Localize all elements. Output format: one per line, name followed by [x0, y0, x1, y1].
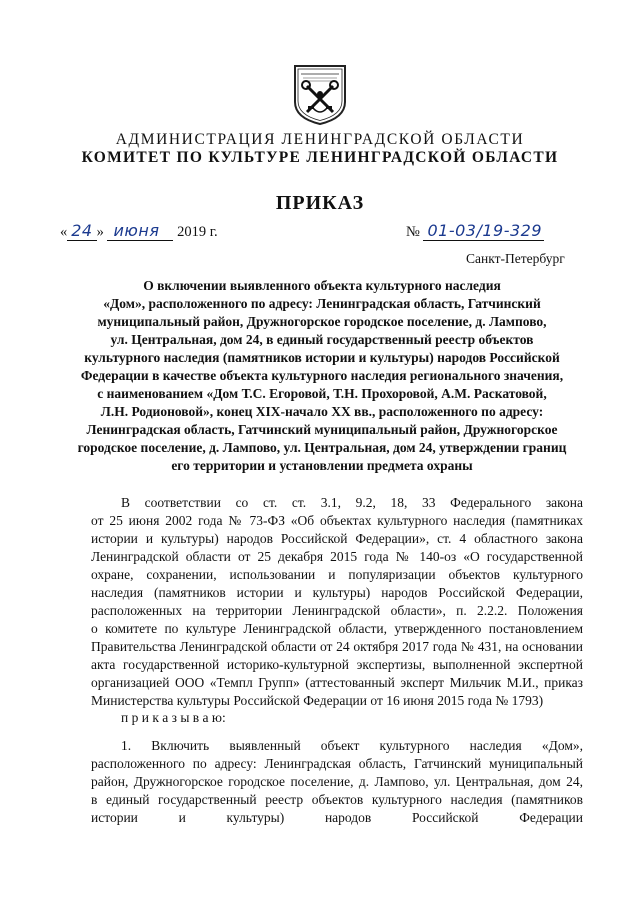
item-1-paragraph — [91, 737, 583, 827]
order-word: п р и к а з ы в а ю: — [121, 710, 226, 725]
preamble-line: от 25 июня 2002 года № 73-ФЗ «Об объектах культурного наследия (памятниках — [91, 513, 583, 528]
preamble-line: охране, сохранении, использовании и популяризации объектов культурного — [91, 567, 583, 582]
date-close-quote: » — [96, 224, 104, 240]
preamble-line: Ленинградской области от 25 декабря 2015 года № 140-оз «О государственной — [91, 549, 583, 564]
item-line: истории и культуры) народов Российской Федерации — [91, 810, 583, 825]
organization-name: АДМИНИСТРАЦИЯ ЛЕНИНГРАДСКОЙ ОБЛАСТИ — [115, 131, 525, 148]
preamble-line: организацией ООО «Темпл Групп» (аттестованный эксперт Мильчик М.И., приказ — [91, 675, 583, 690]
item-line: 1. Включить выявленный объект культурного наследия «Дом», — [121, 738, 583, 753]
coat-of-arms-icon — [293, 62, 347, 126]
preamble-line: В соответствии со ст. ст. 3.1, 9.2, 18, 33 Федерального закона — [121, 495, 583, 510]
preamble-line: акта государственной историко-культурной экспертизы, выполненной экспертной — [91, 657, 583, 672]
document-title: ПРИКАЗ — [275, 192, 365, 214]
subject-line: Л.Н. Родионовой», конец XIX-начало XX вв., расположенного по адресу: — [100, 404, 544, 419]
order-date — [60, 222, 218, 250]
subject-line: с наименованием «Дом Т.С. Егоровой, Т.Н. Прохоровой, А.М. Раскатовой, — [97, 386, 547, 401]
date-open-quote: « — [60, 224, 68, 240]
subject-line: Ленинградская область, Гатчинский муниципальный район, Дружногорское — [86, 422, 558, 437]
subject-line: ул. Центральная, дом 24, в единый государственный реестр объектов — [110, 332, 534, 347]
subject-line: «Дом», расположенного по адресу: Ленинградская область, Гатчинский — [103, 296, 541, 311]
date-year: 2019 г. — [177, 224, 218, 240]
preamble-line: наследия (памятников истории и культуры) народов Российской Федерации, — [91, 585, 583, 600]
preamble-paragraph — [91, 494, 583, 710]
preamble-line: истории и культуры) народов Российской Федерации», ст. 4 областного закона — [91, 531, 583, 546]
preamble-line: Министерства культуры Российской Федерации от 16 июня 2015 года № 1793) — [91, 693, 544, 708]
subject-line: культурного наследия (памятников истории и культуры) народов Российской — [84, 350, 560, 365]
city: Санкт-Петербург — [466, 251, 565, 266]
number-value: 01-03/19-329 — [423, 222, 544, 241]
subject-line: О включении выявленного объекта культурного наследия — [143, 278, 501, 293]
subject-line: городское поселение, д. Лампово, ул. Центральная, дом 24, утверждении границ — [77, 440, 567, 455]
order-number — [406, 222, 544, 250]
committee-name: КОМИТЕТ ПО КУЛЬТУРЕ ЛЕНИНГРАДСКОЙ ОБЛАСТИ — [81, 149, 559, 166]
item-line: расположенного по адресу: Ленинградская область, Гатчинский муниципальный — [91, 756, 583, 771]
preamble-line: расположенных на территории Ленинградской области», п. 2.2.2. Положения — [91, 603, 583, 618]
date-day: 24 — [67, 222, 96, 241]
item-line: в единый государственный реестр объектов культурного наследия (памятников — [91, 792, 583, 807]
subject-line: его территории и установлении предмета охраны — [171, 458, 473, 473]
item-line: район, Дружногорское городское поселение, д. Лампово, ул. Центральная, дом 24, — [91, 774, 583, 789]
subject-line: муниципальный район, Дружногорское городское поселение, д. Лампово, — [97, 314, 547, 329]
preamble-line: Правительства Ленинградской области от 24 октября 2017 года № 431, на основании — [91, 639, 583, 654]
document-subject — [64, 277, 580, 475]
preamble-line: о комитете по культуре Ленинградской области, утвержденного постановлением — [91, 621, 583, 636]
date-month: июня — [107, 222, 173, 241]
number-prefix: № — [406, 224, 420, 240]
subject-line: Федерации в качестве объекта культурного наследия регионального значения, — [80, 368, 564, 383]
